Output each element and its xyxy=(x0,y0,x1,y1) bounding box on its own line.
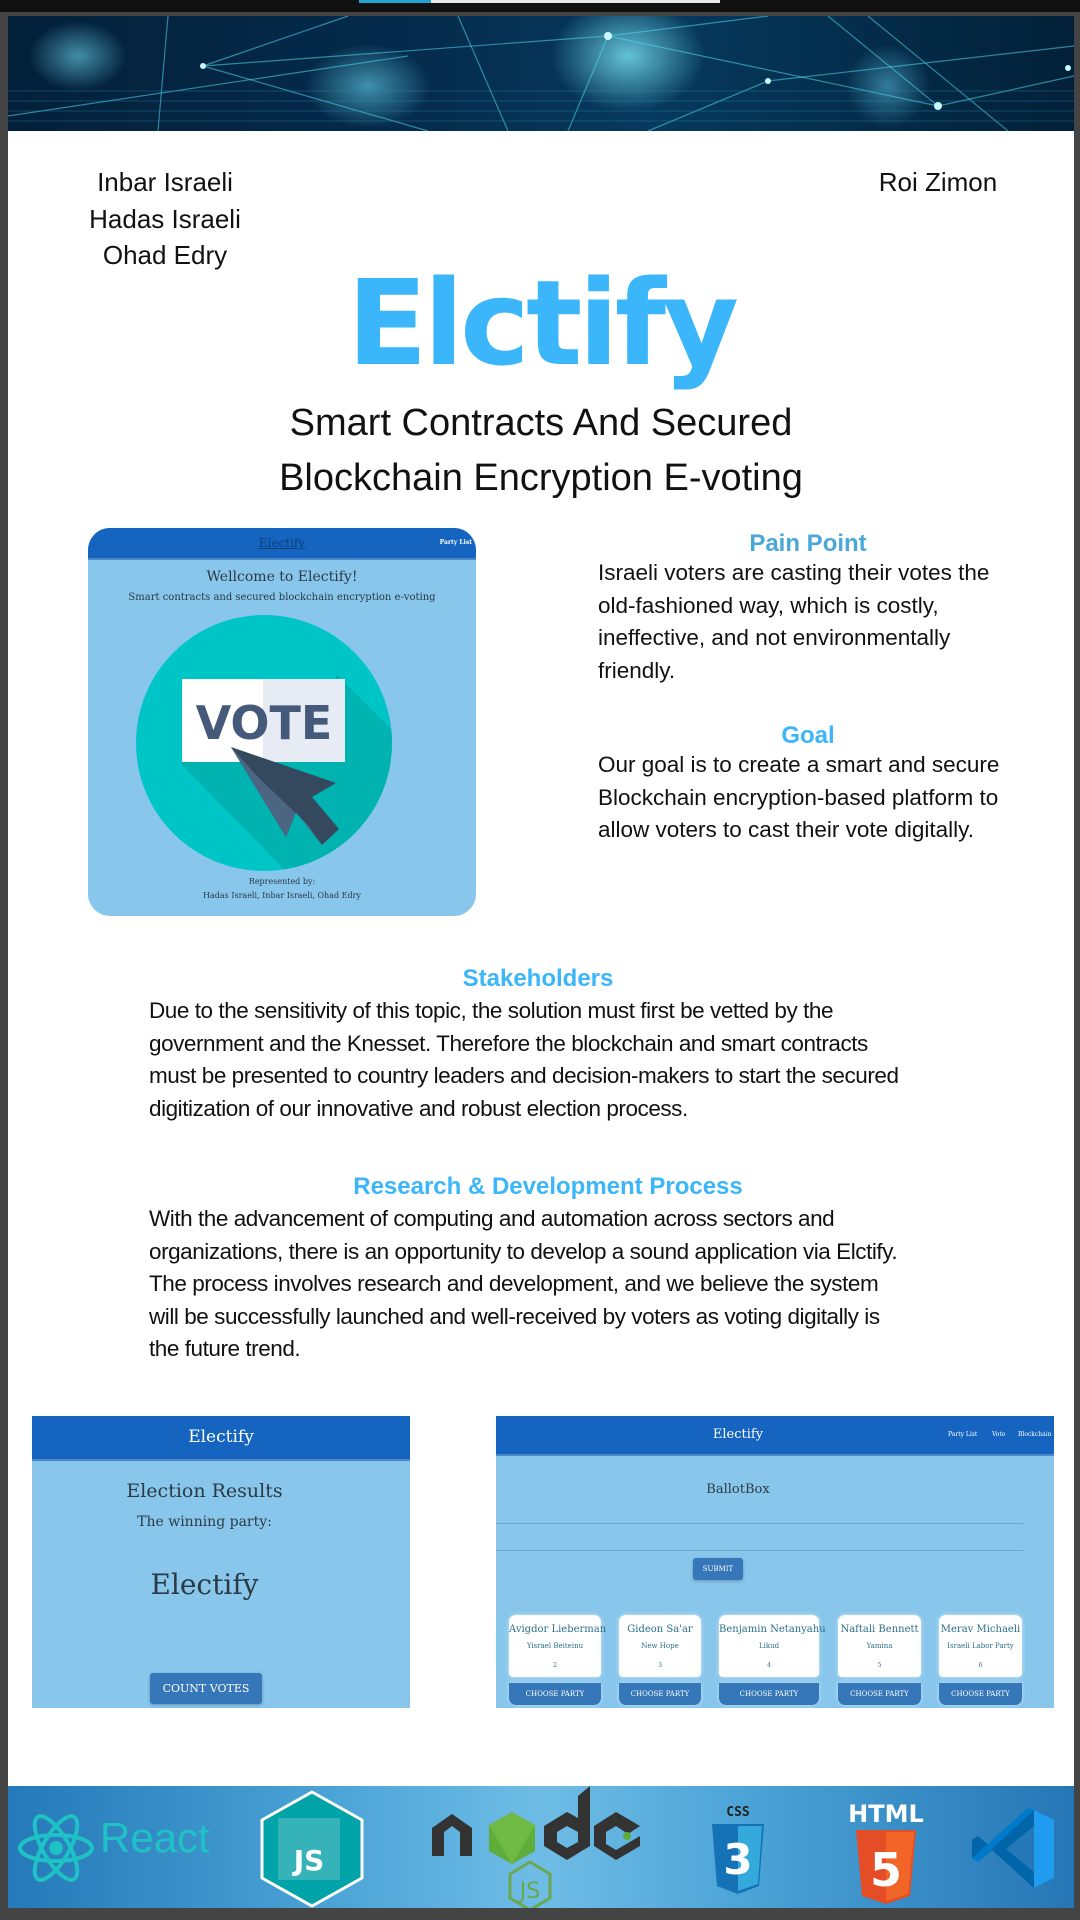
divider xyxy=(496,1550,1023,1551)
welcome-tagline: Smart contracts and secured blockchain encryption e-voting xyxy=(128,592,436,603)
represented-names: Hadas Israeli, Inbar Israeli, Ohad Edry xyxy=(203,891,361,900)
app-ballot-screenshot xyxy=(496,1416,1054,1708)
candidate-info xyxy=(939,1615,1022,1677)
blockchain-network-banner xyxy=(8,16,1074,131)
research-text xyxy=(149,1203,1049,1366)
app-navbar[interactable]: Electify xyxy=(32,1416,410,1461)
css3-icon xyxy=(708,1804,768,1900)
candidate-card xyxy=(838,1615,921,1706)
stakeholders-heading: Stakeholders xyxy=(462,965,614,992)
goal-text xyxy=(598,749,1048,847)
candidate-name: Naftali Bennett xyxy=(840,1624,919,1635)
text-line: government and the Knesset. Therefore the blockchain and smart contracts xyxy=(149,1030,868,1056)
app-brand-link[interactable]: Electify xyxy=(712,1427,764,1442)
network-lines-graphic xyxy=(8,16,1074,131)
text-line: will be successfully launched and well-received by voters as voting digitally is xyxy=(149,1303,880,1329)
author-name: Hadas Israeli xyxy=(89,203,241,234)
app-navbar xyxy=(496,1416,1054,1456)
svg-text:HTML: HTML xyxy=(848,1800,924,1828)
candidate-name: Gideon Sa'ar xyxy=(627,1624,693,1635)
browser-top-bar xyxy=(0,0,1080,12)
research-heading: Research & Development Process xyxy=(353,1173,743,1200)
svg-text:JS: JS xyxy=(519,1879,541,1904)
text-line: ineffective, and not environmentally xyxy=(598,625,951,650)
candidate-info xyxy=(509,1615,607,1677)
nodejs-icon xyxy=(420,1786,660,1908)
candidate-number: 5 xyxy=(877,1662,882,1669)
candidate-party: Yamina xyxy=(866,1642,893,1650)
text-line: Blockchain encryption-based platform to xyxy=(598,784,999,810)
candidate-number: 4 xyxy=(767,1662,771,1669)
choose-party-button[interactable]: CHOOSE PARTY xyxy=(509,1683,601,1705)
candidate-number: 6 xyxy=(978,1662,983,1669)
candidate-info xyxy=(838,1615,921,1677)
text-line: digitization of our innovative and robust election process. xyxy=(149,1095,688,1121)
svg-text:JS: JS xyxy=(293,1844,325,1877)
text-line: Due to the sensitivity of this topic, the solution must first be vetted by the xyxy=(149,998,834,1023)
candidate-info xyxy=(719,1615,826,1677)
candidate-name: Benjamin Netanyahu xyxy=(719,1624,826,1635)
author-name: Roi Zimon xyxy=(878,167,998,197)
candidate-number: 2 xyxy=(553,1662,557,1669)
candidate-party: Likud xyxy=(758,1642,780,1650)
svg-text:5: 5 xyxy=(869,1843,903,1897)
pain-point-text xyxy=(598,557,1038,687)
progress-fill xyxy=(359,0,431,3)
text-line: organizations, there is an opportunity to develop a sound application via Elctify. xyxy=(149,1238,898,1264)
authors-right xyxy=(838,164,1038,201)
candidate-name: Merav Michaeli xyxy=(940,1624,1021,1635)
candidate-card xyxy=(939,1615,1022,1706)
page-load-progress xyxy=(359,0,720,3)
author-name: Inbar Israeli xyxy=(97,167,233,197)
candidate-party: Israeli Labor Party xyxy=(947,1642,1014,1650)
winning-party-name: Electify xyxy=(150,1568,259,1601)
winning-party-label: The winning party: xyxy=(137,1514,272,1530)
app-home-screenshot xyxy=(88,528,476,916)
nav-party-list[interactable]: Party List xyxy=(439,539,472,546)
divider xyxy=(496,1523,1023,1524)
react-icon xyxy=(16,1808,96,1888)
represented-label: Represented by: xyxy=(248,877,316,886)
app-navbar xyxy=(88,528,476,560)
candidate-card xyxy=(619,1615,701,1706)
count-votes-button[interactable]: COUNT VOTES xyxy=(150,1673,262,1704)
javascript-icon xyxy=(258,1790,366,1908)
svg-text:CSS: CSS xyxy=(726,1805,750,1820)
text-line: old-fashioned way, which is costly, xyxy=(598,592,939,618)
poster-title: Elctify xyxy=(346,254,736,392)
nav-party-list[interactable]: Party List xyxy=(948,1431,978,1438)
text-line: With the advancement of computing and automation across sectors and xyxy=(149,1206,835,1231)
vscode-icon xyxy=(970,1804,1060,1894)
subtitle-line: Blockchain Encryption E-voting xyxy=(279,457,803,499)
author-name: Ohad Edry xyxy=(102,240,228,270)
candidate-info xyxy=(619,1615,701,1677)
nav-vote[interactable]: Vote xyxy=(992,1431,1006,1438)
choose-party-button[interactable]: CHOOSE PARTY xyxy=(619,1683,701,1705)
text-line: allow voters to cast their vote digitally. xyxy=(598,817,974,842)
candidate-number: 3 xyxy=(658,1662,662,1669)
text-line: friendly. xyxy=(598,657,676,683)
svg-text:3: 3 xyxy=(723,1835,753,1884)
ballotbox-heading: BallotBox xyxy=(706,1482,770,1497)
candidate-card xyxy=(509,1615,607,1706)
choose-party-button[interactable]: CHOOSE PARTY xyxy=(838,1683,921,1705)
candidate-party: Yisrael Beiteinu xyxy=(526,1642,584,1650)
text-line: The process involves research and development, and we believe the system xyxy=(149,1271,879,1296)
goal-heading: Goal xyxy=(781,722,835,749)
candidate-name: Avigdor Lieberman xyxy=(509,1624,607,1635)
nav-blockchain[interactable]: Blockchain xyxy=(1018,1431,1052,1438)
results-heading: Election Results xyxy=(126,1480,283,1502)
vote-illustration xyxy=(136,615,392,871)
poster-subtitle xyxy=(8,396,1074,506)
svg-text:VOTE: VOTE xyxy=(195,696,333,750)
subtitle-line: Smart Contracts And Secured xyxy=(289,402,793,444)
app-results-screenshot xyxy=(32,1416,410,1708)
text-line: must be presented to country leaders and decision-makers to start the secured xyxy=(149,1063,899,1088)
pain-point-heading: Pain Point xyxy=(749,530,867,557)
represented-by xyxy=(88,875,476,903)
choose-party-button[interactable]: CHOOSE PARTY xyxy=(719,1683,819,1705)
poster-page xyxy=(8,16,1074,1908)
text-line: Our goal is to create a smart and secure xyxy=(598,752,1000,777)
react-logo-text: React xyxy=(100,1814,210,1861)
welcome-heading: Wellcome to Electify! xyxy=(206,569,358,585)
text-line: Israeli voters are casting their votes the xyxy=(598,560,990,585)
submit-button[interactable]: SUBMIT xyxy=(693,1558,743,1580)
text-line: the future trend. xyxy=(149,1336,301,1361)
candidate-card xyxy=(719,1615,826,1706)
tech-logos-band xyxy=(8,1786,1074,1908)
app-brand-link[interactable]: Electify xyxy=(258,536,306,550)
html5-icon xyxy=(836,1800,936,1908)
choose-party-button[interactable]: CHOOSE PARTY xyxy=(939,1683,1022,1705)
vote-cursor-icon xyxy=(136,615,392,871)
stakeholders-text xyxy=(149,995,1029,1125)
candidate-party: New Hope xyxy=(641,1642,679,1650)
